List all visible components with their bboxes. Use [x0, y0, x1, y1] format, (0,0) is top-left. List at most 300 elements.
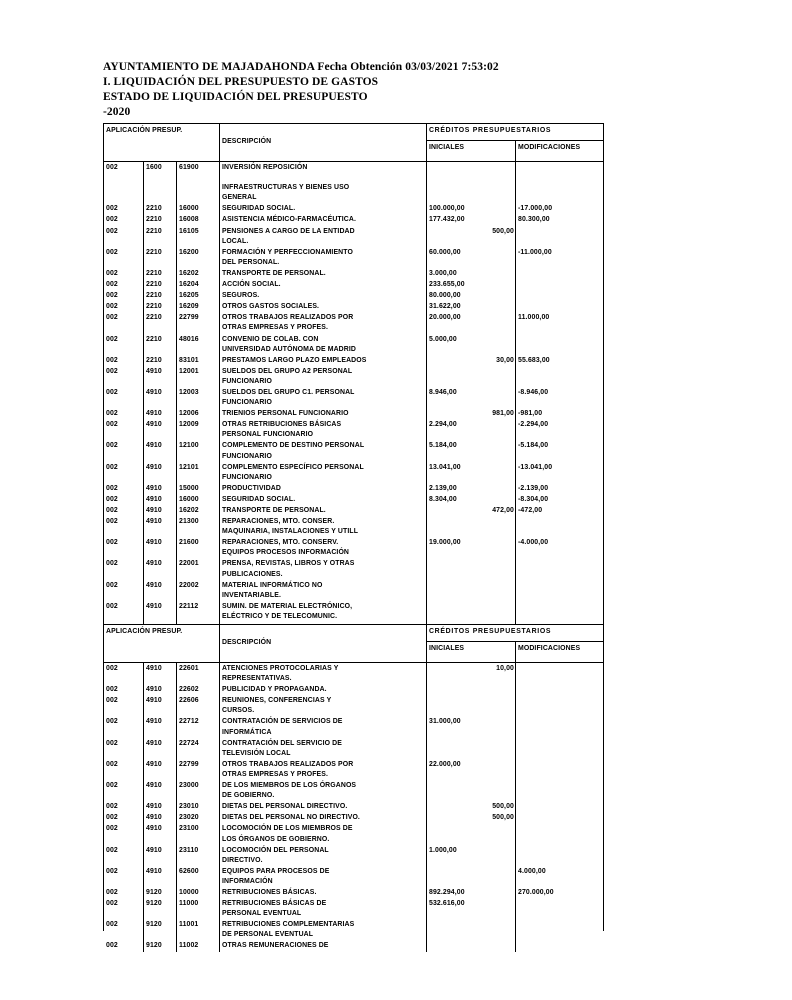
- cell-iniciales: 1.000,00: [427, 845, 516, 866]
- cell-modificaciones: [516, 663, 603, 684]
- cell-eco: 12003: [177, 387, 220, 408]
- cell-desc: [220, 247, 427, 268]
- cell-iniciales: 19.000,00: [427, 537, 516, 558]
- cell-prog: 4910: [144, 716, 177, 737]
- budget-table-2: [103, 624, 604, 950]
- cell-desc: [220, 845, 427, 866]
- table-row: [104, 695, 603, 716]
- exercise-year: -2020: [103, 106, 131, 118]
- cell-desc: [220, 408, 427, 419]
- cell-eco: 23110: [177, 845, 220, 866]
- cell-eco: 23020: [177, 812, 220, 823]
- cell-prog: 2210: [144, 355, 177, 366]
- cell-modificaciones: -8.304,00: [518, 495, 549, 503]
- table-row: [104, 419, 603, 440]
- cell-modificaciones: -981,00: [518, 410, 543, 418]
- cell-desc: [220, 823, 427, 844]
- column-header-descripcion: DESCRIPCIÓN: [220, 625, 427, 662]
- desc-line: CONVENIO DE COLAB. CON: [222, 335, 319, 343]
- cell-desc: [220, 759, 427, 780]
- table-row: [104, 716, 603, 737]
- cell-prog: 4910: [144, 695, 177, 716]
- cell-eco: 10000: [177, 887, 220, 898]
- cell-desc: [220, 919, 427, 940]
- cell-org: 002: [104, 312, 144, 333]
- cell-modificaciones: [516, 898, 603, 919]
- cell-prog: 4910: [144, 684, 177, 695]
- cell-org: 002: [104, 898, 144, 919]
- desc-line: SEGURIDAD SOCIAL.: [222, 495, 296, 503]
- cell-prog: 4910: [144, 738, 177, 759]
- cell-eco: 62600: [177, 866, 220, 887]
- table-row: [104, 505, 603, 516]
- cell-iniciales: 233.655,00: [427, 279, 516, 290]
- cell-iniciales: [427, 601, 516, 622]
- desc-line: TRANSPORTE DE PERSONAL.: [222, 507, 326, 514]
- cell-desc: [220, 214, 427, 225]
- cell-eco: 11002: [177, 940, 220, 951]
- desc-line: SEGUROS.: [222, 292, 260, 300]
- desc-line: RETRIBUCIONES BÁSICAS.: [222, 888, 317, 896]
- table-row: [104, 334, 603, 355]
- cell-modificaciones: 270.000,00: [518, 888, 554, 896]
- table-header: [104, 625, 603, 663]
- cell-modificaciones: [516, 823, 603, 844]
- cell-eco: 83101: [177, 355, 220, 366]
- cell-eco: 16008: [177, 214, 220, 225]
- table-row: [104, 919, 603, 940]
- cell-org: 002: [104, 738, 144, 759]
- cell-iniciales: 2.294,00: [427, 419, 516, 440]
- cell-iniciales: [427, 866, 516, 887]
- cell-desc: [220, 738, 427, 759]
- cell-desc: [220, 898, 427, 919]
- table-row: [104, 516, 603, 537]
- desc-line: PERSONAL EVENTUAL: [222, 910, 302, 918]
- column-header-creditos: CRÉDITOS PRESUPUESTARIOS: [427, 625, 603, 642]
- cell-org: 002: [104, 695, 144, 716]
- cell-modificaciones: [516, 334, 603, 355]
- cell-desc: [220, 695, 427, 716]
- desc-line: PUBLICIDAD Y PROPAGANDA.: [222, 686, 327, 694]
- cell-prog: 4910: [144, 516, 177, 537]
- cell-iniciales: 892.294,00: [427, 887, 516, 898]
- cell-desc: [220, 312, 427, 333]
- cell-prog: 2210: [144, 214, 177, 225]
- cell-modificaciones: [516, 716, 603, 737]
- cell-iniciales: [427, 738, 516, 759]
- cell-modificaciones: -5.184,00: [518, 442, 549, 450]
- cell-iniciales: [427, 919, 516, 940]
- cell-iniciales: 472,00: [427, 505, 516, 516]
- desc-line: INFORMÁTICA: [222, 728, 272, 736]
- desc-line: DEL PERSONAL.: [222, 258, 280, 266]
- cell-prog: 2210: [144, 226, 177, 247]
- cell-iniciales: [427, 780, 516, 801]
- cell-modificaciones: [516, 580, 603, 601]
- cell-org: 002: [104, 483, 144, 494]
- cell-prog: 2210: [144, 203, 177, 214]
- desc-line: LOCOMOCIÓN DEL PERSONAL: [222, 846, 329, 854]
- creditos-subheader: [427, 141, 603, 161]
- cell-prog: 4910: [144, 580, 177, 601]
- desc-line: INFORMACIÓN: [222, 877, 273, 885]
- cell-modificaciones: [516, 738, 603, 759]
- table-row: [104, 203, 603, 214]
- column-header-descripcion: DESCRIPCIÓN: [220, 124, 427, 161]
- cell-eco: 12100: [177, 440, 220, 461]
- desc-line: REPARACIONES, MTO. CONSER.: [222, 518, 335, 526]
- desc-line: DIETAS DEL PERSONAL DIRECTIVO.: [222, 803, 348, 811]
- cell-iniciales: [427, 162, 516, 203]
- cell-prog: 2210: [144, 279, 177, 290]
- desc-line: LOCOMOCIÓN DE LOS MIEMBROS DE: [222, 825, 353, 833]
- cell-modificaciones: -472,00: [518, 507, 543, 514]
- cell-iniciales: 500,00: [427, 812, 516, 823]
- desc-line: PENSIONES A CARGO DE LA ENTIDAD: [222, 227, 355, 235]
- cell-iniciales: 100.000,00: [427, 203, 516, 214]
- cell-iniciales: 31.622,00: [427, 301, 516, 312]
- desc-line: CURSOS.: [222, 707, 255, 715]
- cell-modificaciones: -11.000,00: [518, 248, 552, 256]
- cell-iniciales: 20.000,00: [427, 312, 516, 333]
- desc-line: PRESTAMOS LARGO PLAZO EMPLEADOS: [222, 356, 367, 364]
- cell-desc: [220, 516, 427, 537]
- cell-prog: 2210: [144, 334, 177, 355]
- cell-eco: 16204: [177, 279, 220, 290]
- table-row: [104, 483, 603, 494]
- cell-org: 002: [104, 812, 144, 823]
- desc-line: COMPLEMENTO DE DESTINO PERSONAL: [222, 442, 365, 450]
- cell-desc: [220, 780, 427, 801]
- desc-line: INVENTARIABLE.: [222, 591, 281, 599]
- desc-line: TELEVISIÓN LOCAL: [222, 749, 291, 757]
- cell-modificaciones: 11.000,00: [518, 314, 550, 322]
- cell-iniciales: [427, 366, 516, 387]
- table-row: [104, 366, 603, 387]
- table-row: [104, 462, 603, 483]
- cell-eco: 16205: [177, 290, 220, 301]
- cell-eco: 22724: [177, 738, 220, 759]
- cell-org: 002: [104, 462, 144, 483]
- cell-modificaciones: [516, 759, 603, 780]
- cell-eco: 16105: [177, 226, 220, 247]
- cell-desc: [220, 505, 427, 516]
- cell-eco: 22799: [177, 759, 220, 780]
- cell-modificaciones: [516, 279, 603, 290]
- table-row: [104, 268, 603, 279]
- cell-desc: [220, 268, 427, 279]
- desc-line: OTROS TRABAJOS REALIZADOS POR: [222, 314, 354, 322]
- table-row: [104, 440, 603, 461]
- cell-prog: 4910: [144, 663, 177, 684]
- cell-iniciales: 10,00: [427, 663, 516, 684]
- cell-desc: [220, 887, 427, 898]
- cell-org: 002: [104, 759, 144, 780]
- cell-modificaciones: [516, 684, 603, 695]
- cell-iniciales: [427, 558, 516, 579]
- table-row: [104, 558, 603, 579]
- cell-eco: 22002: [177, 580, 220, 601]
- cell-eco: 48016: [177, 334, 220, 355]
- cell-prog: 2210: [144, 290, 177, 301]
- cell-eco: 16202: [177, 268, 220, 279]
- table-row: [104, 537, 603, 558]
- cell-prog: 4910: [144, 558, 177, 579]
- cell-modificaciones: -13.041,00: [518, 463, 553, 471]
- table-row: [104, 601, 603, 622]
- desc-line: PUBLICACIONES.: [222, 570, 283, 578]
- desc-line: DE PERSONAL EVENTUAL: [222, 931, 314, 939]
- desc-line: OTRAS EMPRESAS Y PROFES.: [222, 324, 329, 332]
- table-row: [104, 580, 603, 601]
- cell-prog: 4910: [144, 387, 177, 408]
- creditos-subheader: [427, 642, 603, 662]
- column-header-aplicacion: APLICACIÓN PRESUP.: [104, 124, 220, 161]
- cell-org: 002: [104, 940, 144, 951]
- desc-line: INFRAESTRUCTURAS Y BIENES USO: [222, 184, 350, 192]
- cell-modificaciones: 55.683,00: [518, 356, 550, 364]
- desc-line: TRIENIOS PERSONAL FUNCIONARIO: [222, 410, 349, 418]
- cell-iniciales: [427, 940, 516, 951]
- cell-modificaciones: 4.000,00: [518, 867, 546, 875]
- cell-org: 002: [104, 505, 144, 516]
- cell-org: 002: [104, 845, 144, 866]
- cell-prog: 4910: [144, 812, 177, 823]
- cell-eco: 12101: [177, 462, 220, 483]
- cell-iniciales: 3.000,00: [427, 268, 516, 279]
- cell-prog: 2210: [144, 247, 177, 268]
- cell-eco: 22606: [177, 695, 220, 716]
- cell-modificaciones: [516, 268, 603, 279]
- desc-line: FORMACIÓN Y PERFECCIONAMIENTO: [222, 248, 353, 256]
- table-row: [104, 663, 603, 684]
- cell-modificaciones: [516, 301, 603, 312]
- cell-eco: 16209: [177, 301, 220, 312]
- cell-org: 002: [104, 494, 144, 505]
- cell-modificaciones: [516, 780, 603, 801]
- cell-desc: [220, 601, 427, 622]
- table-row: [104, 684, 603, 695]
- desc-line: DIRECTIVO.: [222, 856, 263, 864]
- cell-modificaciones: -4.000,00: [518, 539, 549, 547]
- cell-modificaciones: [516, 940, 603, 951]
- cell-org: 002: [104, 268, 144, 279]
- desc-line: OTRAS REMUNERACIONES DE: [222, 942, 329, 950]
- cell-prog: 4910: [144, 780, 177, 801]
- cell-prog: 4910: [144, 823, 177, 844]
- cell-iniciales: 5.000,00: [427, 334, 516, 355]
- cell-iniciales: 8.946,00: [427, 387, 516, 408]
- cell-org: 002: [104, 279, 144, 290]
- desc-line: SUELDOS DEL GRUPO C1. PERSONAL: [222, 388, 355, 396]
- cell-org: 002: [104, 684, 144, 695]
- cell-desc: [220, 663, 427, 684]
- cell-eco: 22001: [177, 558, 220, 579]
- table-row: [104, 214, 603, 225]
- desc-line: OTRAS RETRIBUCIONES BÁSICAS: [222, 421, 342, 429]
- table-row: [104, 759, 603, 780]
- cell-org: 002: [104, 663, 144, 684]
- cell-modificaciones: [516, 226, 603, 247]
- desc-line: MATERIAL INFORMÁTICO NO: [222, 581, 323, 589]
- cell-modificaciones: [516, 558, 603, 579]
- cell-prog: 4910: [144, 408, 177, 419]
- cell-desc: [220, 290, 427, 301]
- cell-org: 002: [104, 716, 144, 737]
- cell-modificaciones: [516, 162, 603, 203]
- cell-eco: 23010: [177, 801, 220, 812]
- desc-line: DIETAS DEL PERSONAL NO DIRECTIVO.: [222, 814, 360, 822]
- cell-eco: 22601: [177, 663, 220, 684]
- table-body: [104, 162, 603, 630]
- cell-desc: [220, 684, 427, 695]
- cell-iniciales: 8.304,00: [427, 494, 516, 505]
- cell-iniciales: 500,00: [427, 801, 516, 812]
- cell-eco: 23000: [177, 780, 220, 801]
- desc-line: TRANSPORTE DE PERSONAL.: [222, 269, 326, 277]
- desc-line: ACCIÓN SOCIAL.: [222, 281, 281, 289]
- cell-prog: 2210: [144, 301, 177, 312]
- desc-line: EQUIPOS PROCESOS INFORMACIÓN: [222, 549, 350, 557]
- cell-eco: 22112: [177, 601, 220, 622]
- desc-line: LOCAL.: [222, 237, 249, 245]
- desc-line: INVERSIÓN REPOSICIÓN: [222, 164, 308, 171]
- cell-prog: 2210: [144, 312, 177, 333]
- cell-desc: [220, 558, 427, 579]
- desc-line: ATENCIONES PROTOCOLARIAS Y: [222, 665, 339, 672]
- cell-desc: [220, 716, 427, 737]
- desc-line: SUMIN. DE MATERIAL ELECTRÓNICO,: [222, 602, 353, 610]
- cell-org: 002: [104, 887, 144, 898]
- cell-iniciales: 31.000,00: [427, 716, 516, 737]
- desc-line: PERSONAL FUNCIONARIO: [222, 431, 314, 439]
- cell-desc: [220, 440, 427, 461]
- cell-desc: [220, 334, 427, 355]
- column-header-modificaciones: MODIFICACIONES: [518, 645, 581, 652]
- desc-line: MAQUINARIA, INSTALACIONES Y UTILL: [222, 528, 359, 536]
- desc-line: ELÉCTRICO Y DE TELECOMUNIC.: [222, 612, 338, 620]
- desc-line: PRODUCTIVIDAD: [222, 484, 281, 492]
- cell-org: 002: [104, 558, 144, 579]
- cell-prog: 4910: [144, 494, 177, 505]
- cell-modificaciones: -8.946,00: [518, 388, 549, 396]
- budget-table-1: [103, 123, 604, 645]
- cell-eco: 22712: [177, 716, 220, 737]
- desc-line: REPRESENTATIVAS.: [222, 675, 292, 683]
- cell-org: 002: [104, 387, 144, 408]
- desc-line: CONTRATACIÓN DE SERVICIOS DE: [222, 718, 343, 726]
- cell-org: 002: [104, 301, 144, 312]
- desc-line: SEGURIDAD SOCIAL.: [222, 205, 296, 213]
- cell-eco: 16000: [177, 494, 220, 505]
- cell-prog: 4910: [144, 601, 177, 622]
- cell-prog: 9120: [144, 940, 177, 951]
- cell-org: 002: [104, 440, 144, 461]
- cell-modificaciones: -2.294,00: [518, 421, 549, 429]
- cell-eco: 15000: [177, 483, 220, 494]
- cell-org: 002: [104, 801, 144, 812]
- cell-iniciales: [427, 516, 516, 537]
- cell-desc: [220, 812, 427, 823]
- table-row: [104, 940, 603, 951]
- cell-modificaciones: 80.300,00: [518, 216, 550, 224]
- column-group-creditos: [427, 625, 603, 662]
- table-body: [104, 663, 603, 952]
- cell-org: 002: [104, 355, 144, 366]
- cell-org: 002: [104, 919, 144, 940]
- table-row: [104, 226, 603, 247]
- cell-iniciales: 5.184,00: [427, 440, 516, 461]
- cell-prog: 9120: [144, 919, 177, 940]
- cell-desc: [220, 494, 427, 505]
- table-row: [104, 279, 603, 290]
- cell-org: 002: [104, 408, 144, 419]
- desc-line: SUELDOS DEL GRUPO A2 PERSONAL: [222, 367, 353, 375]
- cell-org: 002: [104, 580, 144, 601]
- cell-eco: 12009: [177, 419, 220, 440]
- cell-org: 002: [104, 203, 144, 214]
- table-row: [104, 162, 603, 203]
- cell-iniciales: 532.616,00: [427, 898, 516, 919]
- cell-eco: 21600: [177, 537, 220, 558]
- cell-prog: 4910: [144, 483, 177, 494]
- cell-desc: [220, 279, 427, 290]
- cell-org: 002: [104, 366, 144, 387]
- cell-iniciales: 80.000,00: [427, 290, 516, 301]
- cell-prog: 4910: [144, 866, 177, 887]
- cell-prog: 4910: [144, 462, 177, 483]
- column-header-modificaciones: MODIFICACIONES: [518, 144, 581, 151]
- desc-line: UNIVERSIDAD AUTÓNOMA DE MADRID: [222, 345, 357, 353]
- cell-org: 002: [104, 537, 144, 558]
- cell-iniciales: 22.000,00: [427, 759, 516, 780]
- cell-prog: 9120: [144, 898, 177, 919]
- cell-modificaciones: -17.000,00: [518, 205, 553, 213]
- desc-line: FUNCIONARIO: [222, 399, 272, 407]
- table-row: [104, 387, 603, 408]
- cell-org: 002: [104, 226, 144, 247]
- column-header-aplicacion: APLICACIÓN PRESUP.: [104, 625, 220, 662]
- desc-line: CONTRATACIÓN DEL SERVICIO DE: [222, 739, 342, 747]
- cell-desc: [220, 301, 427, 312]
- cell-prog: 4910: [144, 801, 177, 812]
- entity-and-date-line: AYUNTAMIENTO DE MAJADAHONDA Fecha Obtención 03/03/2021 7:53:02: [103, 61, 499, 73]
- cell-iniciales: 13.041,00: [427, 462, 516, 483]
- desc-line: FUNCIONARIO: [222, 377, 272, 385]
- cell-prog: 2210: [144, 268, 177, 279]
- cell-modificaciones: [516, 366, 603, 387]
- column-header-iniciales: INICIALES: [427, 642, 516, 662]
- table-row: [104, 494, 603, 505]
- cell-org: 002: [104, 601, 144, 622]
- desc-line: OTROS GASTOS SOCIALES.: [222, 303, 320, 311]
- table-row: [104, 301, 603, 312]
- desc-line: REUNIONES, CONFERENCIAS Y: [222, 697, 332, 705]
- cell-eco: 61900: [177, 162, 220, 203]
- cell-iniciales: [427, 823, 516, 844]
- desc-line: RETRIBUCIONES BÁSICAS DE: [222, 900, 327, 908]
- cell-eco: 21300: [177, 516, 220, 537]
- cell-eco: 16000: [177, 203, 220, 214]
- table-row: [104, 738, 603, 759]
- table-row: [104, 823, 603, 844]
- cell-eco: 16202: [177, 505, 220, 516]
- desc-line: [222, 173, 425, 183]
- cell-eco: 12001: [177, 366, 220, 387]
- cell-eco: 12006: [177, 408, 220, 419]
- cell-modificaciones: [516, 695, 603, 716]
